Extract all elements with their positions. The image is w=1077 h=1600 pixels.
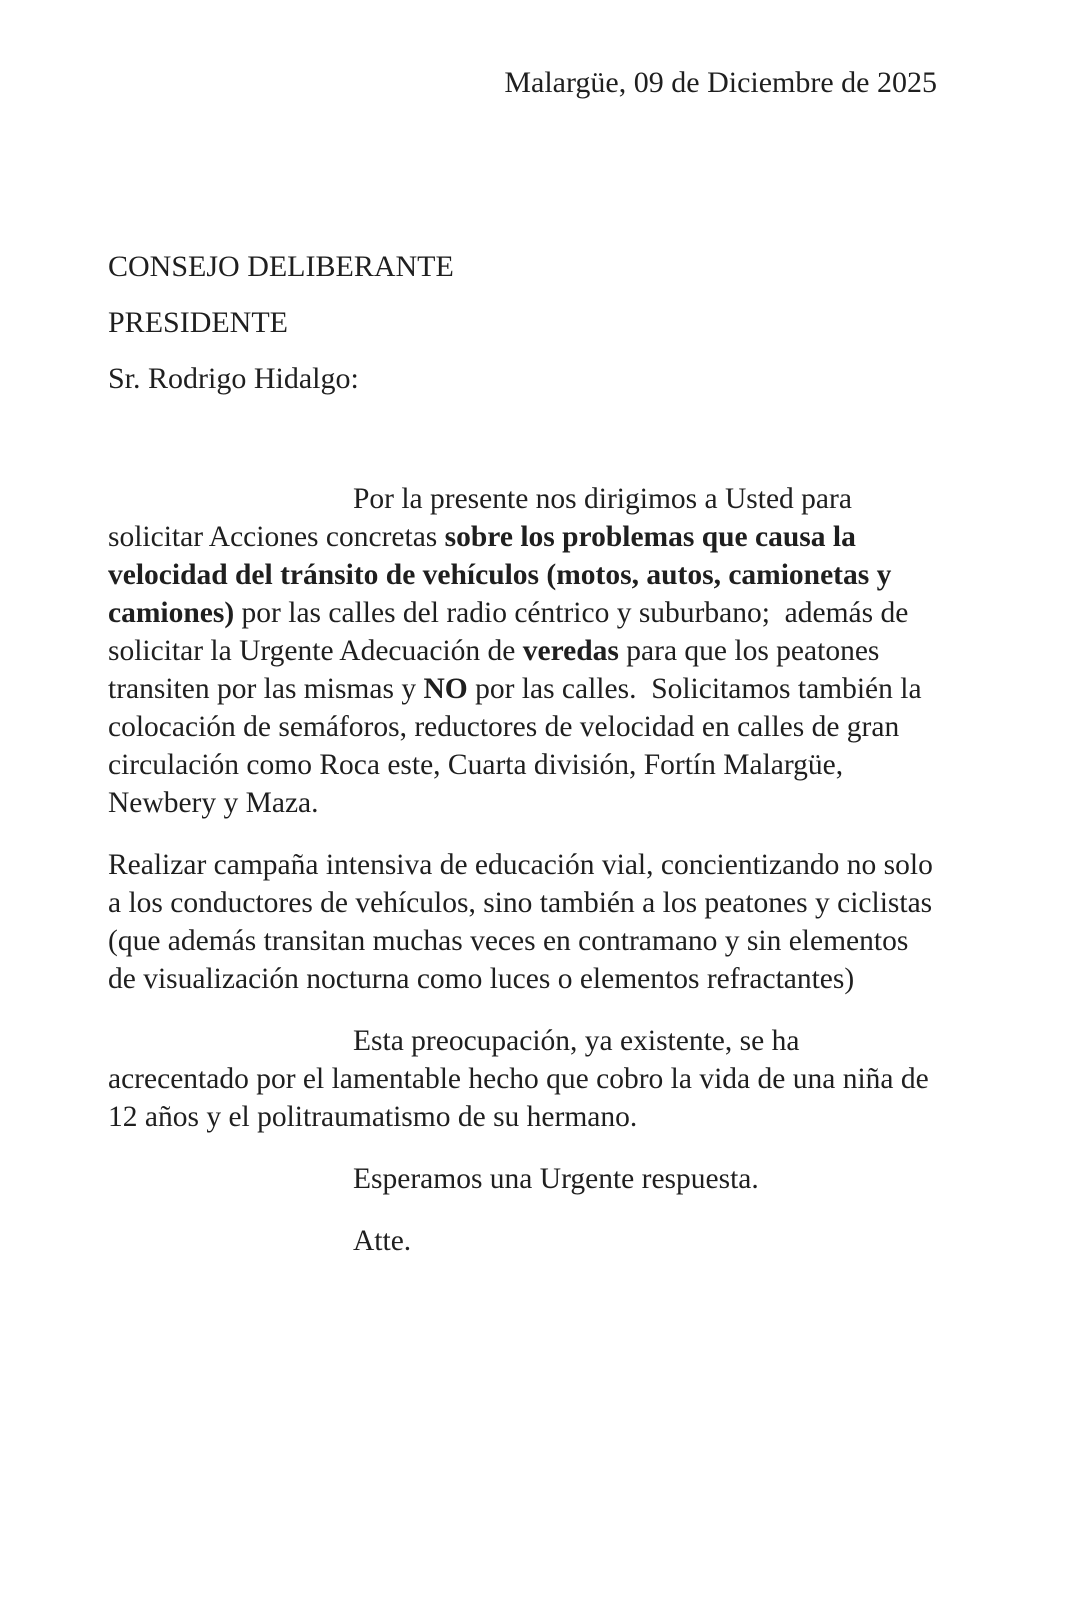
- recipient-organization: CONSEJO DELIBERANTE: [108, 250, 454, 283]
- text-run: Por la presente nos dirigimos a Usted para solicitar Acciones concretas: [108, 483, 860, 553]
- paragraph: [108, 1222, 937, 1260]
- paragraph: [108, 1022, 937, 1136]
- text-run: Atte.: [353, 1225, 412, 1257]
- paragraph: [108, 480, 937, 822]
- text-run: para que los peatones transiten por las mismas y: [108, 635, 887, 705]
- recipient-block: [108, 248, 937, 398]
- bold-text-run: NO: [423, 673, 468, 705]
- paragraph: [108, 1160, 937, 1198]
- bold-text-run: sobre los problemas que causa la velocidad del tránsito de vehículos (motos, autos, camionetas y camiones): [108, 521, 899, 629]
- text-run: por las calles del radio céntrico y suburbano; además de solicitar la Urgente Adecuación de: [108, 597, 916, 667]
- text-run: Realizar campaña intensiva de educación vial, concientizando no solo a los conductores de vehículos, sino también a los peatones y ciclistas (que además transitan muchas veces en contramano y sin elementos de visualización nocturna como luces o elementos refractantes): [108, 849, 941, 995]
- recipient-name: Sr. Rodrigo Hidalgo:: [108, 362, 359, 395]
- text-run: por las calles. Solicitamos también la colocación de semáforos, reductores de velocidad en calles de gran circulación como Roca este, Cuarta división, Fortín Malargüe, Newbery y Maza.: [108, 673, 929, 819]
- date-line: Malargüe, 09 de Diciembre de 2025: [504, 66, 937, 99]
- recipient-title: PRESIDENTE: [108, 306, 288, 339]
- text-run: Esta preocupación, ya existente, se ha acrecentado por el lamentable hecho que cobro la vida de una niña de 12 años y el politraumatismo de su hermano.: [108, 1025, 937, 1133]
- paragraph: [108, 846, 941, 998]
- text-run: Esperamos una Urgente respuesta.: [353, 1163, 759, 1195]
- bold-text-run: veredas: [522, 635, 619, 667]
- letter-body: [108, 480, 941, 1260]
